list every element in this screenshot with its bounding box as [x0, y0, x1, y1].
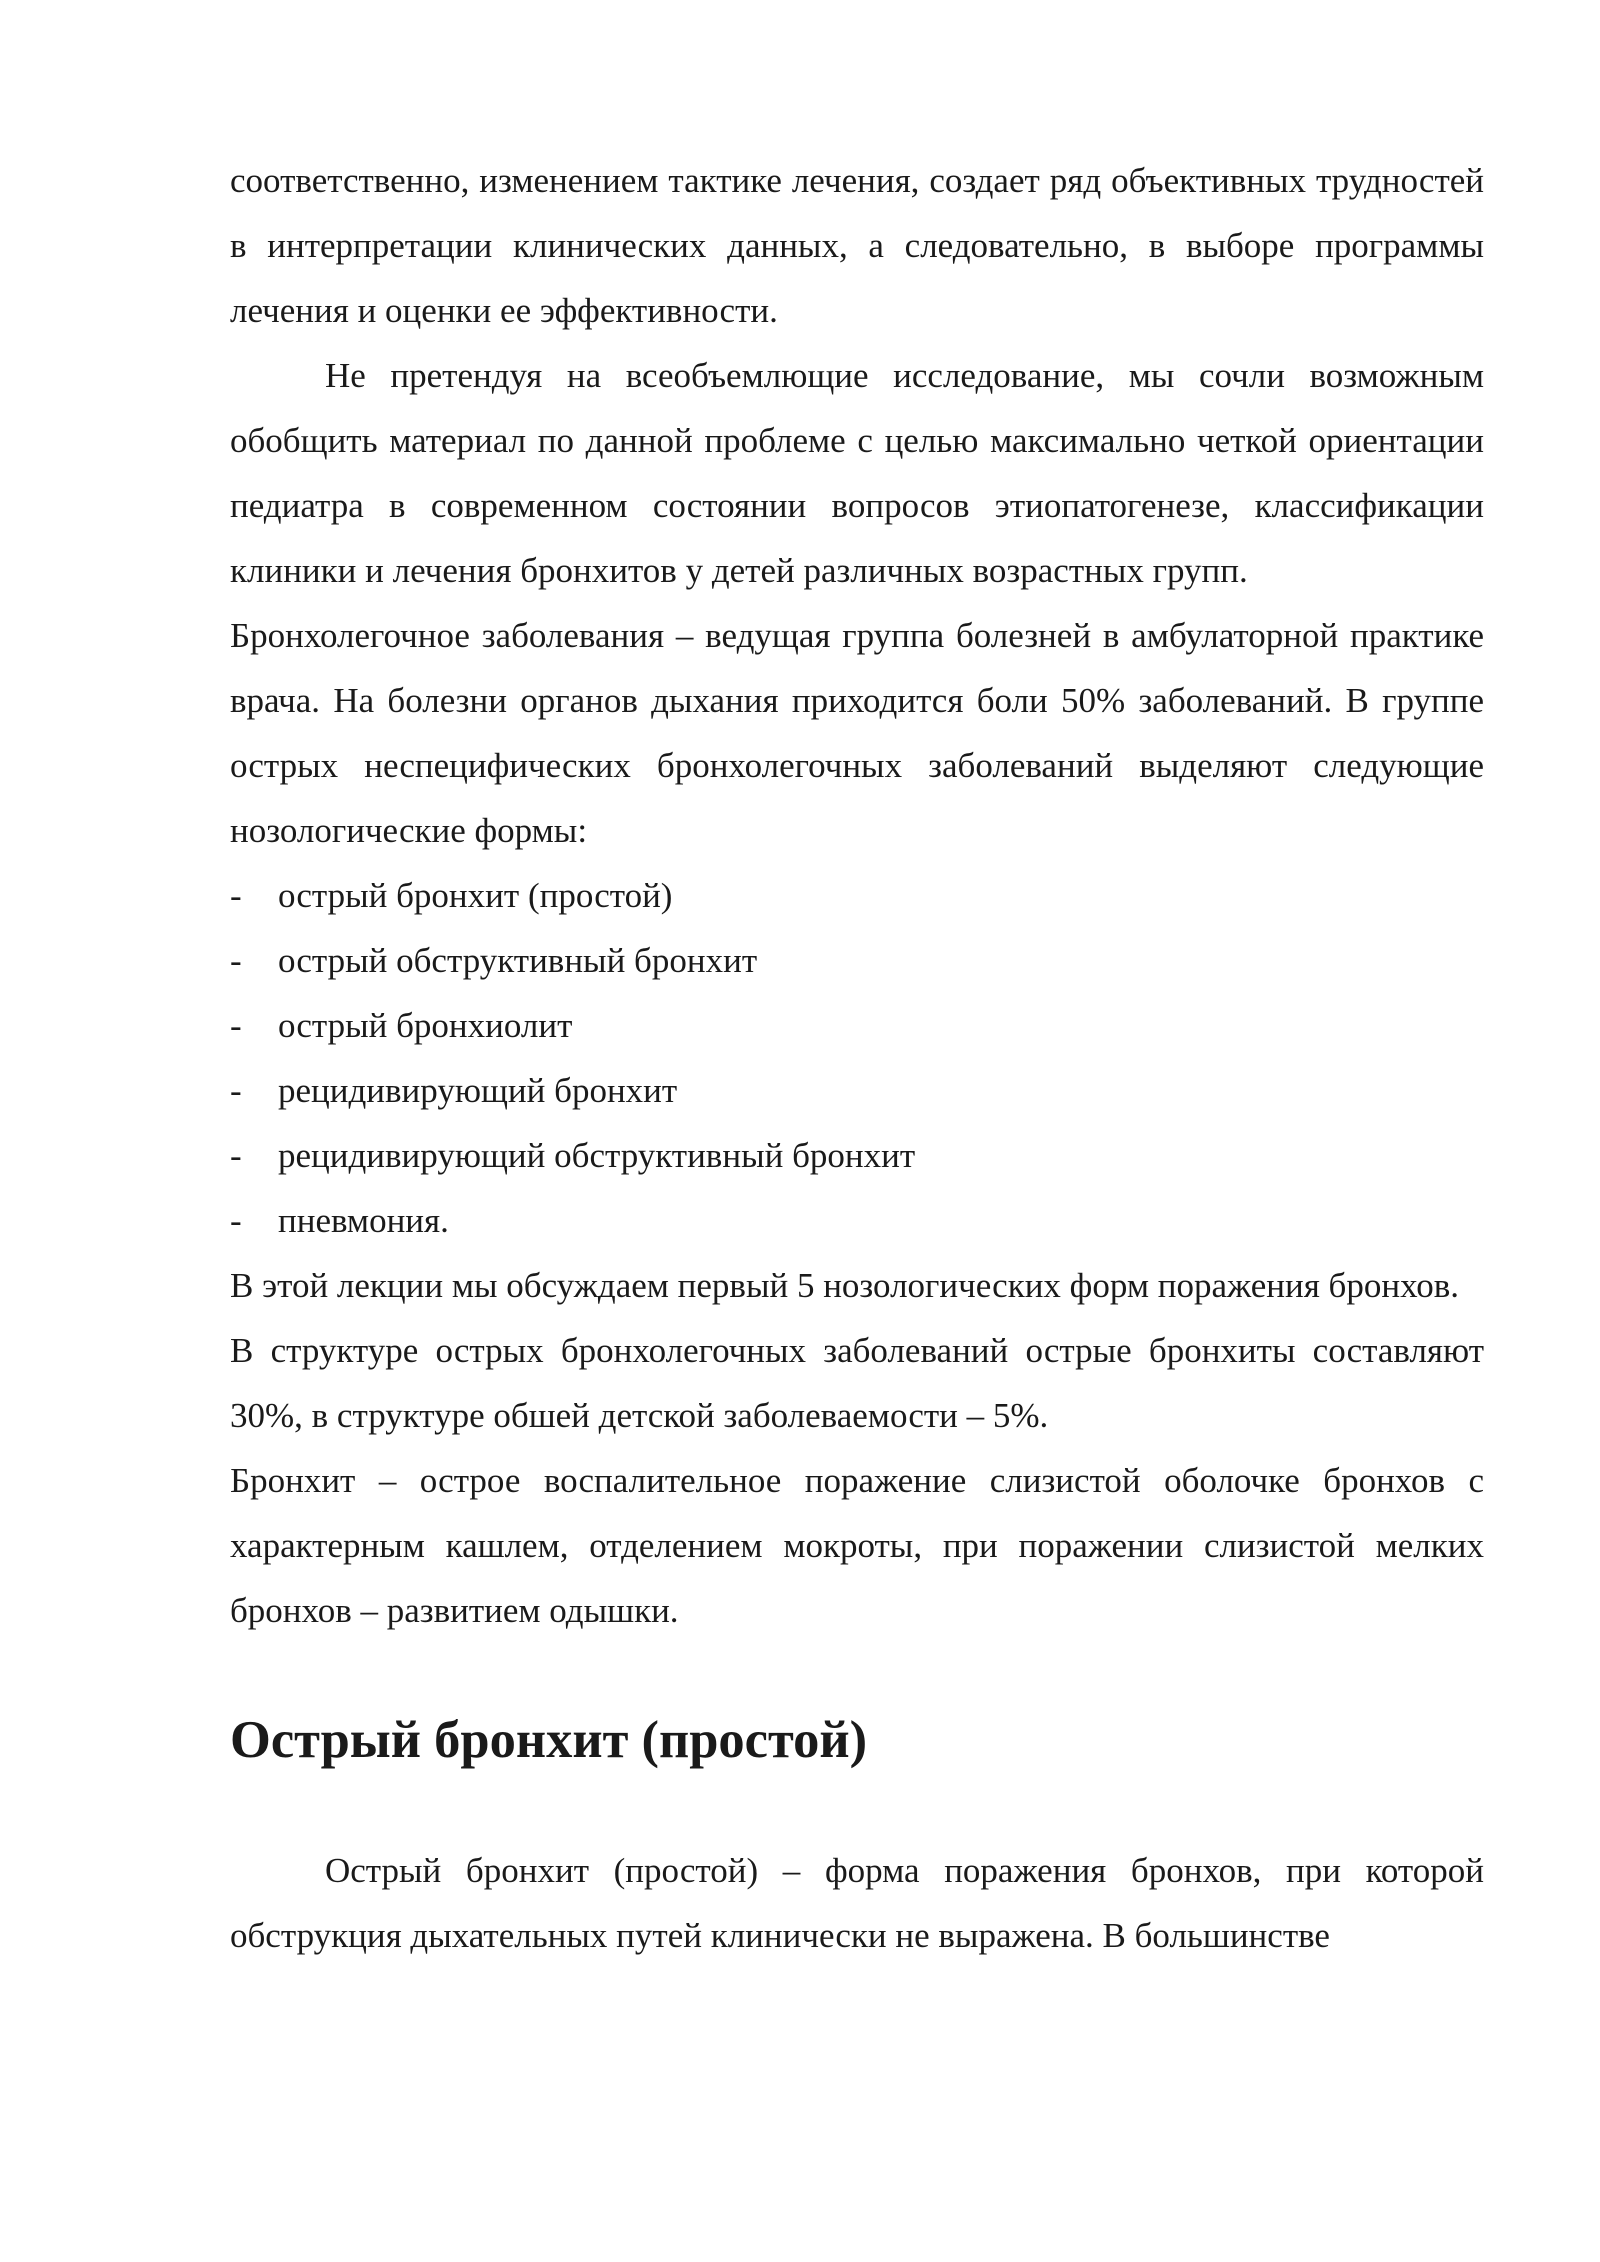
list-item: [230, 928, 1484, 993]
document-body: [230, 148, 1484, 1968]
list-marker: -: [230, 1136, 242, 1175]
list-item: [230, 1123, 1484, 1188]
paragraph-structure-statistics: В структуре острых бронхолегочных заболеваний острые бронхиты составляют 30%, в структуре обшей детской заболеваемости – 5%.: [230, 1331, 1484, 1435]
list-item-text: рецидивирующий бронхит: [278, 1071, 678, 1110]
paragraph-bronchitis-definition: Бронхит – острое воспалительное поражение слизистой оболочке бронхов с характерным кашлем, отделением мокроты, при поражении слизистой мелких бронхов – развитием одышки.: [230, 1461, 1484, 1630]
list-marker: -: [230, 941, 242, 980]
list-item-text: рецидивирующий обструктивный бронхит: [278, 1136, 916, 1175]
list-marker: -: [230, 876, 242, 915]
list-marker: -: [230, 1006, 242, 1045]
list-item: [230, 1188, 1484, 1253]
paragraph-lecture-scope: В этой лекции мы обсуждаем первый 5 нозологических форм поражения бронхов.: [230, 1266, 1460, 1305]
list-item-text: острый обструктивный бронхит: [278, 941, 758, 980]
nosological-forms-list: [230, 863, 1484, 1253]
list-item-text: пневмония.: [278, 1201, 449, 1240]
list-item: [230, 1058, 1484, 1123]
paragraph-acute-bronchitis: Острый бронхит (простой) – форма поражения бронхов, при которой обструкция дыхательных путей клинически не выражена. В большинстве: [230, 1851, 1484, 1955]
section-heading: Острый бронхит (простой): [230, 1711, 868, 1769]
list-marker: -: [230, 1201, 242, 1240]
list-item-text: острый бронхиолит: [278, 1006, 573, 1045]
paragraph-intro: Не претендуя на всеобъемлющие исследование, мы сочли возможным обобщить материал по данной проблеме с целью максимально четкой ориентации педиатра в современном состоянии вопросов этиопатогенезе, классификации клиники и лечения бронхитов у детей различных возрастных групп.: [230, 356, 1484, 590]
list-item: [230, 993, 1484, 1058]
list-marker: -: [230, 1071, 242, 1110]
list-item-text: острый бронхит (простой): [278, 876, 673, 915]
list-item: [230, 863, 1484, 928]
paragraph-bronchopulmonary-diseases: Бронхолегочное заболевания – ведущая группа болезней в амбулаторной практике врача. На болезни органов дыхания приходится боли 50% заболеваний. В группе острых неспецифических бронхолегочных заболеваний выделяют следующие нозологические формы:: [230, 616, 1484, 850]
paragraph-continuation: соответственно, изменением тактике лечения, создает ряд объективных трудностей в интерпретации клинических данных, а следовательно, в выборе программы лечения и оценки ее эффективности.: [230, 161, 1484, 330]
